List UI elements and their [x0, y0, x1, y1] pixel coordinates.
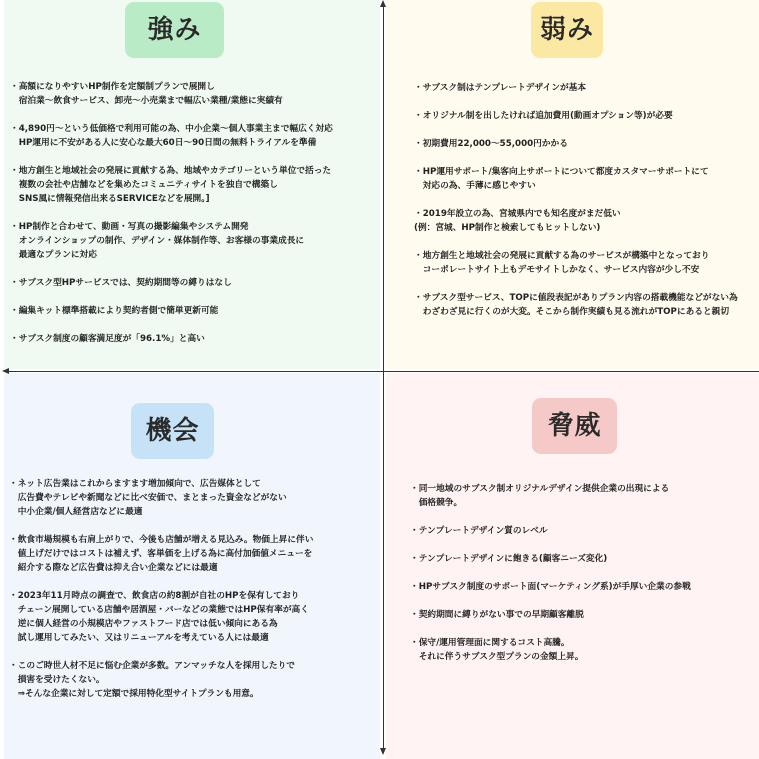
threats-line — [410, 538, 691, 552]
threats-line: ・テンプレートデザインに飽きる(顧客ニーズ変化) — [410, 554, 608, 564]
threats-list — [410, 482, 691, 664]
strengths-line: 最適なプランに対応 — [10, 250, 97, 260]
weaknesses-line: ・2019年設立の為、宮城県内でも知名度がまだ低い — [414, 209, 621, 219]
strengths-line: ・地方創生と地域社会の発展に貢献する為、地域やカテゴリーという単位で括った — [10, 166, 332, 176]
strengths-line: ・編集キット標準搭載により契約者側で簡単更新可能 — [10, 306, 219, 316]
opportunities-line: 広告費やテレビや新聞などに比べ安価で、まとまった資金などがない — [9, 493, 287, 503]
arrow-up-icon — [380, 0, 386, 7]
strengths-line: SNS風に情報発信出来るSERVICEなどを展開。] — [10, 194, 210, 204]
threats-line — [410, 594, 691, 608]
threats-line — [410, 510, 691, 524]
weaknesses-title: 弱み — [531, 2, 603, 58]
strengths-line: 複数の会社や店舗などを集めたコミュニティサイトを独自で構築し — [10, 180, 278, 190]
vertical-axis-line — [383, 6, 384, 748]
threats-line: ・保守/運用管理面に関するコスト高騰。 — [410, 638, 570, 648]
strengths-line — [10, 150, 333, 164]
threats-line: ・契約期間に縛りがない事での早期顧客離脱 — [410, 610, 584, 620]
opportunities-line: 試し運用してみたい、又はリニューアルを考えている人には最適 — [9, 633, 269, 643]
weaknesses-line: ・初期費用22,000〜55,000円かかる — [414, 139, 568, 149]
horizontal-axis-line — [8, 371, 759, 372]
threats-line: それに伴うサブスク型プランの金額上昇。 — [410, 652, 584, 662]
strengths-line: 宿泊業〜飲食サービス、卸売〜小売業まで幅広い業種/業態に実績有 — [10, 96, 283, 106]
weaknesses-list — [414, 81, 738, 319]
arrow-left-icon — [2, 368, 9, 374]
opportunities-line: 紹介する際など広告費は抑え合い企業などには最適 — [9, 563, 218, 573]
strengths-line: オンラインショップの制作、デザイン・媒体制作等、お客様の事業成長に — [10, 236, 305, 246]
weaknesses-line: 対応の為、手薄に感じやすい — [414, 181, 536, 191]
strengths-line: ・高額になりやすいHP制作を定額制プランで展開し — [10, 82, 215, 92]
opportunities-line — [9, 645, 313, 659]
threats-title: 脅威 — [532, 398, 617, 454]
opportunities-line: ・飲食市場規模も右肩上がりで、今後も店舗が増える見込み。物価上昇に伴い — [9, 535, 314, 545]
weaknesses-line: (例：宮城、HP制作と検索してもヒットしない) — [414, 223, 601, 233]
threats-line — [410, 622, 691, 636]
weaknesses-line: ・サブスク制はテンプレートデザインが基本 — [414, 83, 587, 93]
threats-line: ・HPサブスク制度のサポート面(マーケティング系)が手厚い企業の参戦 — [410, 582, 691, 592]
opportunities-line: ⇒そんな企業に対して定額で採用特化型サイトプランも用意。 — [9, 689, 259, 699]
opportunities-line: 値上げだけではコストは補えず、客単価を上げる為に高付加価値メニューを — [9, 549, 313, 559]
weaknesses-line — [414, 151, 738, 165]
strengths-list — [10, 80, 333, 346]
threats-line — [410, 566, 691, 580]
weaknesses-line: ・地方創生と地域社会の発展に貢献する為のサービスが構築中となっており — [414, 251, 710, 261]
strengths-line: HP運用に不安がある人に安心な最大60日〜90日間の無料トライアルを準備 — [10, 138, 317, 148]
weaknesses-line: わざわざ見に行くのが大変。そこから制作実績も見る流れがTOPにあると親切 — [414, 307, 730, 317]
threats-line: ・同一地域のサブスク制オリジナルデザイン提供企業の出現による — [410, 484, 670, 494]
opportunities-line: ・2023年11月時点の調査で、飲食店の約8割が自社のHPを保有しており — [9, 591, 300, 601]
threats-line: 価格競争。 — [410, 498, 463, 508]
weaknesses-line: ・HP運用サポート/集客向上サポートについて都度カスタマーサポートにて — [414, 167, 709, 177]
strengths-line — [10, 108, 333, 122]
weaknesses-line: ・サブスク型サービス、TOPに値段表記がありプラン内容の搭載機能などがない為 — [414, 293, 738, 303]
opportunities-line — [9, 519, 313, 533]
opportunities-line: 損害を受けたくない。 — [9, 675, 105, 685]
strengths-line — [10, 206, 333, 220]
strengths-title: 強み — [125, 2, 224, 58]
strengths-line: ・4,890円〜という低価格で利用可能の為、中小企業〜個人事業主まで幅広く対応 — [10, 124, 333, 134]
opportunities-line: 中小企業/個人経営店などに最適 — [9, 507, 143, 517]
weaknesses-line — [414, 95, 738, 109]
arrow-down-icon — [380, 748, 386, 755]
weaknesses-line: ・オリジナル制を出したければ追加費用(動画オプション等)が必要 — [414, 111, 673, 121]
strengths-line: ・サブスク型HPサービスでは、契約期間等の縛りはなし — [10, 278, 232, 288]
strengths-line — [10, 318, 333, 332]
weaknesses-line — [414, 277, 738, 291]
threats-line: ・テンプレートデザイン質のレベル — [410, 526, 548, 536]
opportunities-title: 機会 — [131, 403, 214, 459]
weaknesses-line — [414, 235, 738, 249]
opportunities-line: 逆に個人経営の小規模店やファストフード店では低い傾向にある為 — [9, 619, 278, 629]
opportunities-line: ・このご時世人材不足に悩む企業が多数。アンマッチな人を採用したりで — [9, 661, 295, 671]
strengths-line — [10, 262, 333, 276]
strengths-line — [10, 290, 333, 304]
weaknesses-line — [414, 123, 738, 137]
opportunities-line: ・ネット広告業はこれからますます増加傾向で、広告媒体として — [9, 479, 261, 489]
strengths-line: ・HP制作と合わせて、動画・写真の撮影編集やシステム開発 — [10, 222, 249, 232]
opportunities-list — [9, 477, 313, 701]
opportunities-line — [9, 575, 313, 589]
strengths-line: ・サブスク制度の顧客満足度が「96.1%」と高い — [10, 334, 205, 344]
opportunities-line: チェーン展開している店舗や居酒屋・バーなどの業態ではHP保有率が高く — [9, 605, 309, 615]
weaknesses-line — [414, 193, 738, 207]
weaknesses-line: コーポレートサイト上もデモサイトしかなく、サービス内容が少し不安 — [414, 265, 700, 275]
